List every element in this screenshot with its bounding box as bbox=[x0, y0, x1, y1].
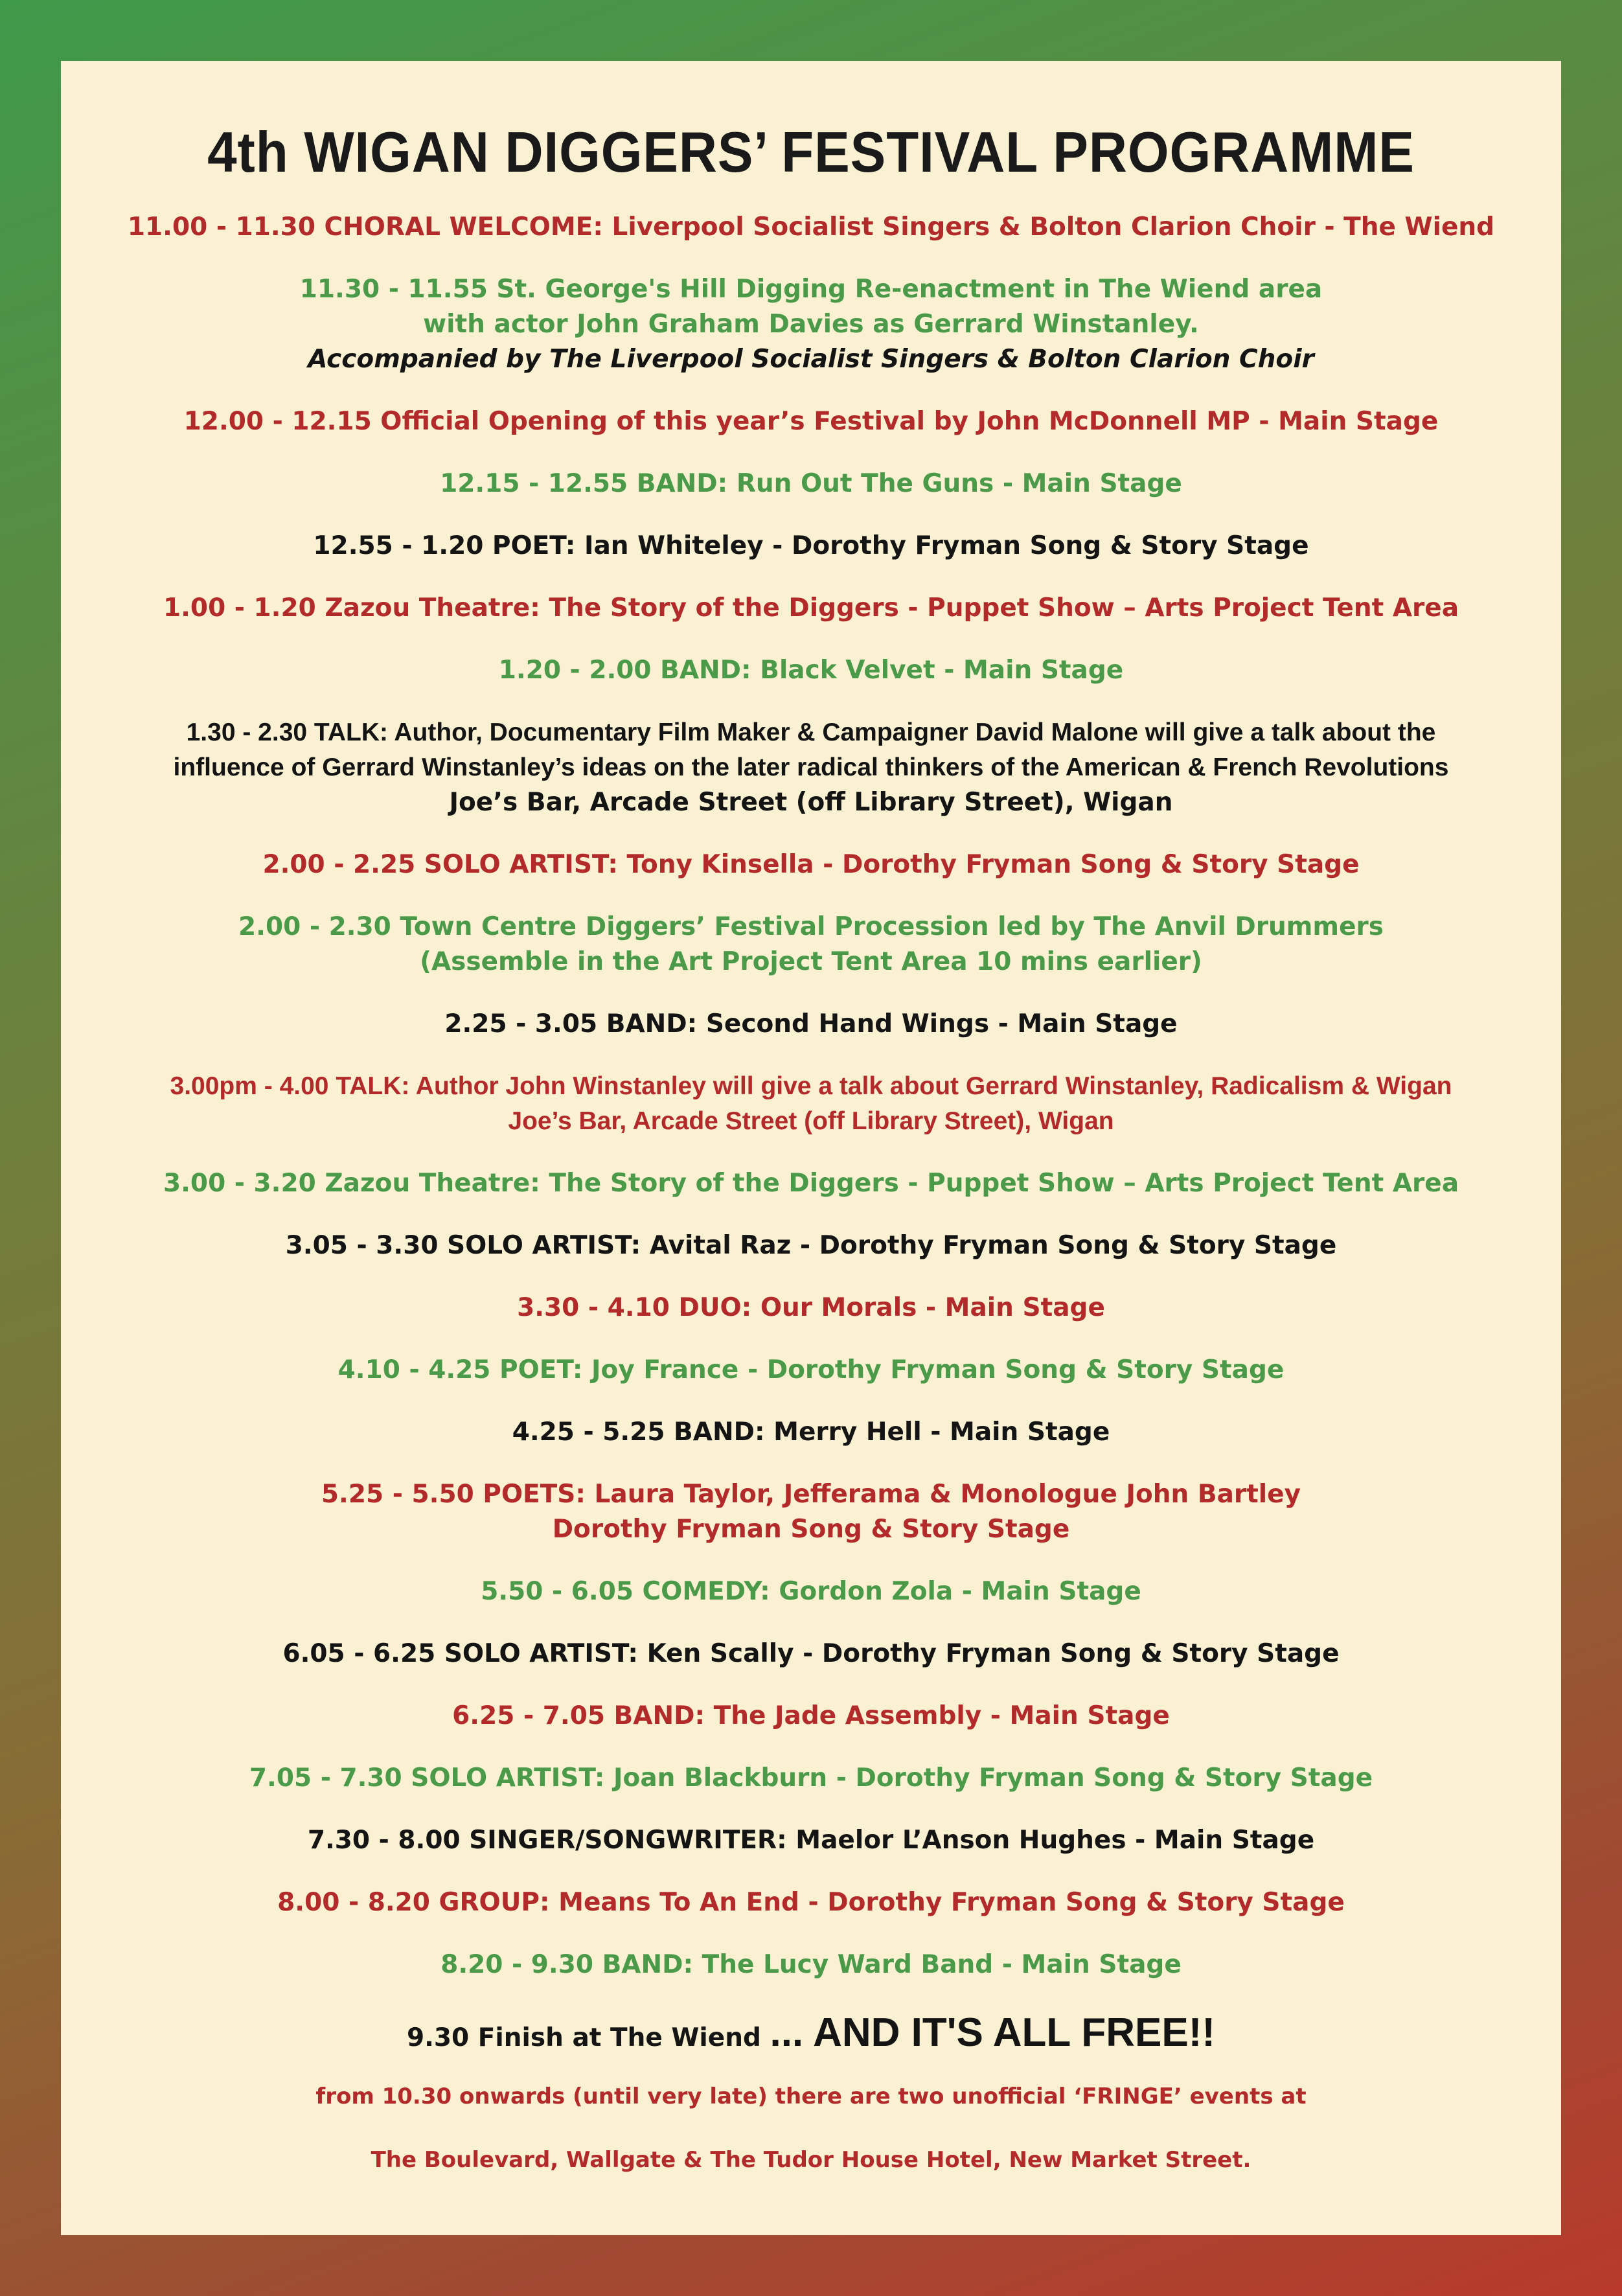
schedule-entry bbox=[61, 466, 1561, 501]
schedule-entry-line: 5.50 - 6.05 COMEDY: Gordon Zola - Main Stage bbox=[481, 1577, 1141, 1606]
schedule-entry bbox=[61, 1636, 1561, 1671]
schedule-entry bbox=[61, 1415, 1561, 1450]
schedule-entry-line: 3.00 - 3.20 Zazou Theatre: The Story of the Diggers - Puppet Show – Arts Project Tent Area bbox=[163, 1169, 1459, 1198]
schedule-entry bbox=[61, 1291, 1561, 1326]
finish-line bbox=[61, 2010, 1561, 2056]
schedule-entry bbox=[61, 1823, 1561, 1858]
schedule-entry-line: 8.00 - 8.20 GROUP: Means To An End - Dorothy Fryman Song & Story Stage bbox=[277, 1888, 1345, 1917]
schedule-entry-line: 2.00 - 2.30 Town Centre Diggers’ Festival Procession led by The Anvil Drummers bbox=[238, 912, 1384, 941]
finish-text: 9.30 Finish at The Wiend bbox=[406, 2023, 770, 2052]
schedule-entry-line: 11.00 - 11.30 CHORAL WELCOME: Liverpool Socialist Singers & Bolton Clarion Choir - The Wiend bbox=[127, 212, 1495, 242]
schedule-entry bbox=[61, 1947, 1561, 1982]
schedule-entry-line: influence of Gerrard Winstanley’s ideas on the later radical thinkers of the American & French Revolutions bbox=[173, 753, 1449, 781]
schedule-entry bbox=[61, 715, 1561, 820]
schedule-entry bbox=[61, 1007, 1561, 1042]
schedule-entry-line: 3.30 - 4.10 DUO: Our Morals - Main Stage bbox=[517, 1293, 1105, 1322]
schedule-entry-line: Dorothy Fryman Song & Story Stage bbox=[552, 1515, 1070, 1544]
schedule-entry bbox=[61, 1228, 1561, 1263]
schedule-entry-line: Accompanied by The Liverpool Socialist Singers & Bolton Clarion Choir bbox=[308, 345, 1314, 374]
schedule-entry bbox=[61, 910, 1561, 980]
schedule-entry-line: 3.05 - 3.30 SOLO ARTIST: Avital Raz - Dorothy Fryman Song & Story Stage bbox=[285, 1231, 1337, 1260]
schedule-entry bbox=[61, 272, 1561, 377]
page-title: 4th WIGAN DIGGERS’ FESTIVAL PROGRAMME bbox=[207, 120, 1415, 184]
schedule-entry-line: 1.00 - 1.20 Zazou Theatre: The Story of the Diggers - Puppet Show – Arts Project Tent Area bbox=[163, 593, 1459, 623]
schedule-entry-line: 8.20 - 9.30 BAND: The Lucy Ward Band - Main Stage bbox=[440, 1950, 1182, 1979]
free-banner: ... AND IT'S ALL FREE!! bbox=[770, 2010, 1216, 2055]
fringe-line-1: from 10.30 onwards (until very late) there are two unofficial ‘FRINGE’ events at bbox=[315, 2084, 1307, 2109]
schedule-entry-line: 6.25 - 7.05 BAND: The Jade Assembly - Main Stage bbox=[452, 1701, 1170, 1730]
schedule-entry-line: 12.15 - 12.55 BAND: Run Out The Guns - Main Stage bbox=[440, 469, 1182, 498]
schedule-entry-line: 12.00 - 12.15 Official Opening of this year’s Festival by John McDonnell MP - Main Stage bbox=[183, 407, 1439, 436]
schedule-entry-line: with actor John Graham Davies as Gerrard Winstanley. bbox=[423, 310, 1199, 339]
programme-poster bbox=[61, 61, 1561, 2235]
schedule-entry-line: 2.25 - 3.05 BAND: Second Hand Wings - Main Stage bbox=[444, 1009, 1178, 1039]
schedule-entry bbox=[61, 1885, 1561, 1920]
schedule-entry bbox=[61, 1761, 1561, 1796]
schedule-entry-line: (Assemble in the Art Project Tent Area 10 mins earlier) bbox=[420, 947, 1202, 976]
schedule-entry-line: 3.00pm - 4.00 TALK: Author John Winstanley will give a talk about Gerrard Winstanley, Radicalism & Wigan bbox=[170, 1072, 1452, 1100]
schedule-list bbox=[61, 210, 1561, 1982]
schedule-entry-line: Joe’s Bar, Arcade Street (off Library Street), Wigan bbox=[449, 788, 1173, 817]
schedule-entry bbox=[61, 1699, 1561, 1734]
schedule-entry bbox=[61, 847, 1561, 882]
schedule-entry-line: 5.25 - 5.50 POETS: Laura Taylor, Jefferama & Monologue John Bartley bbox=[321, 1480, 1301, 1509]
schedule-entry bbox=[61, 1166, 1561, 1201]
fringe-line-2: The Boulevard, Wallgate & The Tudor House Hotel, New Market Street. bbox=[371, 2147, 1251, 2173]
schedule-entry-line: 4.25 - 5.25 BAND: Merry Hell - Main Stage bbox=[512, 1418, 1110, 1447]
schedule-entry-line: 11.30 - 11.55 St. George's Hill Digging Re-enactment in The Wiend area bbox=[299, 275, 1323, 304]
schedule-entry-line: 7.30 - 8.00 SINGER/SONGWRITER: Maelor L’Anson Hughes - Main Stage bbox=[307, 1826, 1315, 1855]
schedule-entry bbox=[61, 591, 1561, 626]
schedule-entry-line: 12.55 - 1.20 POET: Ian Whiteley - Dorothy Fryman Song & Story Stage bbox=[313, 531, 1309, 560]
schedule-entry bbox=[61, 529, 1561, 564]
schedule-entry bbox=[61, 1069, 1561, 1139]
schedule-entry-line: 1.30 - 2.30 TALK: Author, Documentary Film Maker & Campaigner David Malone will give a talk about the bbox=[186, 718, 1436, 746]
schedule-entry bbox=[61, 210, 1561, 245]
schedule-entry bbox=[61, 653, 1561, 688]
schedule-entry-line: 4.10 - 4.25 POET: Joy France - Dorothy Fryman Song & Story Stage bbox=[337, 1355, 1285, 1384]
schedule-entry-line: 7.05 - 7.30 SOLO ARTIST: Joan Blackburn - Dorothy Fryman Song & Story Stage bbox=[249, 1763, 1373, 1793]
schedule-entry-line: 1.20 - 2.00 BAND: Black Velvet - Main Stage bbox=[498, 656, 1124, 685]
schedule-entry-line: Joe’s Bar, Arcade Street (off Library Street), Wigan bbox=[508, 1107, 1114, 1135]
schedule-entry bbox=[61, 1477, 1561, 1547]
schedule-entry-line: 6.05 - 6.25 SOLO ARTIST: Ken Scally - Dorothy Fryman Song & Story Stage bbox=[282, 1639, 1340, 1668]
schedule-entry bbox=[61, 404, 1561, 439]
schedule-entry bbox=[61, 1353, 1561, 1388]
schedule-entry-line: 2.00 - 2.25 SOLO ARTIST: Tony Kinsella - Dorothy Fryman Song & Story Stage bbox=[262, 850, 1360, 879]
schedule-entry bbox=[61, 1574, 1561, 1609]
